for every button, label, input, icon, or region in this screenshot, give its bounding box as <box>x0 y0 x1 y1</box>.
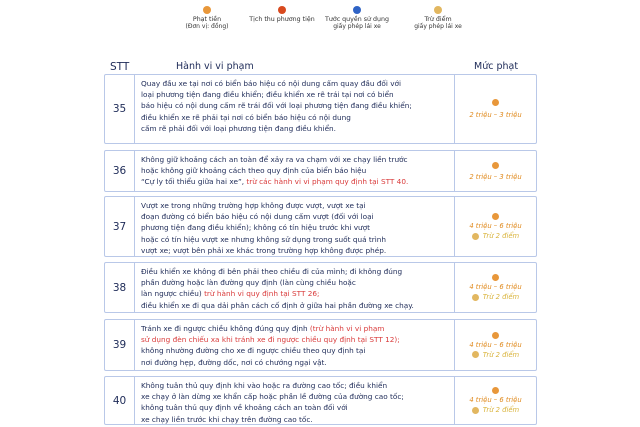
exception-note: (trừ hành vi vi phạm <box>307 324 385 333</box>
penalty-cell <box>455 75 536 143</box>
points-dot-icon <box>472 233 479 240</box>
header-violation: Hành vi vi phạm <box>176 61 254 72</box>
legend-sub: giấy phép lái xe <box>414 23 462 31</box>
fine-amount: 4 triệu – 6 triệu <box>469 222 522 230</box>
text-line: vượt xe; vượt bên phải xe khác trong trường hợp không được phép. <box>141 245 387 255</box>
table-row <box>104 150 537 192</box>
fine-dot-icon <box>492 99 499 106</box>
text-line: không tuân thủ quy định về khoảng cách an toàn đối với <box>141 403 348 413</box>
text-line: xe chạy ở làn dừng xe khẩn cấp hoặc phần lề đường của đường cao tốc; <box>141 392 404 402</box>
row-number: 39 <box>105 320 135 370</box>
text-line: nơi đường hẹp, đường dốc, nơi có chướng ngại vật. <box>141 357 327 367</box>
points-deduction: Trừ 2 điểm <box>482 406 520 414</box>
legend-label: Tịch thu phương tiện <box>249 16 315 23</box>
row-number: 38 <box>105 263 135 312</box>
violation-text <box>135 197 455 256</box>
fine-dot-icon <box>203 6 211 14</box>
legend <box>0 6 640 46</box>
violation-text <box>135 151 455 191</box>
points-deduction: Trừ 2 điểm <box>482 350 520 359</box>
fine-amount: 2 triệu – 3 triệu <box>469 111 522 119</box>
text-line: hoặc không giữ khoảng cách theo quy định của biển báo hiệu <box>141 166 367 176</box>
text-line: điều khiển xe rẽ phải tại nơi có biển báo hiệu có nội dung <box>141 112 351 122</box>
row-number: 35 <box>105 75 135 143</box>
exception-note: trừ hành vi quy định tại STT 26; <box>201 289 320 299</box>
text-line: xe chạy liền trước khi chạy trên đường cao tốc. <box>141 414 313 424</box>
legend-sub: giấy phép lái xe <box>333 23 381 31</box>
fine-amount: 4 triệu – 6 triệu <box>469 340 522 349</box>
violation-text <box>135 377 455 424</box>
legend-points <box>378 6 498 30</box>
text-line: Vượt xe trong những trường hợp không được vượt, vượt xe tại <box>141 201 366 210</box>
text-line: phần đường hoặc làn đường quy định (làn cùng chiều hoặc <box>141 278 356 288</box>
points-deduction: Trừ 2 điểm <box>482 293 520 301</box>
text-line: báo hiệu có nội dung cấm rẽ trái đối với loại phương tiện đang điều khiển; <box>141 101 412 111</box>
text-line: “Cự ly tối thiểu giữa hai xe”, trừ các hành vi vi phạm quy định tại STT 40. <box>141 177 409 187</box>
row-number: 36 <box>105 151 135 191</box>
table-row <box>104 319 537 371</box>
exception-note: sử dụng đèn chiếu xa khi tránh xe đi ngược chiều quy định tại STT 12); <box>141 335 400 345</box>
fine-amount: 4 triệu – 6 triệu <box>469 396 522 404</box>
violation-text <box>135 263 455 312</box>
legend-label: Trừ điểm <box>424 16 452 23</box>
text-line: Không giữ khoảng cách an toàn để xảy ra va chạm với xe chạy liền trước <box>141 155 408 164</box>
fine-amount: 4 triệu – 6 triệu <box>469 283 522 291</box>
penalty-cell <box>455 320 536 370</box>
text-line: hoặc có tín hiệu vượt xe nhưng không sử dụng trong suốt quá trình <box>141 234 387 244</box>
penalty-cell <box>455 377 536 424</box>
points-dot-icon <box>472 351 479 358</box>
text-line: Điều khiển xe không đi bên phải theo chiều đi của mình; đi không đúng <box>141 267 403 276</box>
text-line: Không tuân thủ quy định khi vào hoặc ra đường cao tốc; điều khiển <box>141 381 388 390</box>
text-line: đoạn đường có biển báo hiệu có nội dung cấm vượt (đối với loại <box>141 212 374 222</box>
table-row <box>104 376 537 425</box>
fine-dot-icon <box>492 213 499 220</box>
points-deduction: Trừ 2 điểm <box>482 232 520 240</box>
violation-text <box>135 320 455 370</box>
header-penalty: Mức phạt <box>474 61 519 72</box>
penalty-cell <box>455 197 536 256</box>
table-row <box>104 196 537 257</box>
row-number: 40 <box>105 377 135 424</box>
points-dot-icon <box>472 407 479 414</box>
fine-dot-icon <box>492 274 499 281</box>
text-line: điều khiển xe đi qua dải phân cách cố định ở giữa hai phần đường xe chạy. <box>141 300 414 310</box>
points-dot-icon <box>472 294 479 301</box>
legend-label: Tước quyền sử dụng <box>325 16 389 23</box>
legend-label: Phạt tiền <box>192 16 222 23</box>
penalty-cell <box>455 263 536 312</box>
text-line: Quay đầu xe tại nơi có biển báo hiệu có nội dung cấm quay đầu đối với <box>141 79 402 88</box>
text-line: Tránh xe đi ngược chiều không đúng quy định (trừ hành vi vi phạm <box>141 324 385 333</box>
points-dot-icon <box>434 6 442 14</box>
violation-text <box>135 75 455 143</box>
table-row <box>104 262 537 313</box>
confiscate-dot-icon <box>278 6 286 14</box>
revoke-dot-icon <box>353 6 361 14</box>
text-line: không nhường đường cho xe đi ngược chiều theo quy định tại <box>141 346 366 356</box>
header-stt: STT <box>110 61 130 73</box>
penalty-cell <box>455 151 536 191</box>
fine-dot-icon <box>492 387 499 394</box>
exception-note: trừ các hành vi vi phạm quy định tại STT 40. <box>244 177 409 187</box>
text-line: làn ngược chiều) trừ hành vi quy định tại STT 26; <box>141 289 320 299</box>
fine-dot-icon <box>492 332 499 339</box>
text-line: cấm rẽ phải đối với loại phương tiện đang điều khiển. <box>141 123 337 133</box>
row-number: 37 <box>105 197 135 256</box>
fine-amount: 2 triệu – 3 triệu <box>469 172 522 181</box>
text-line: phương tiện đang điều khiển); không có tín hiệu trước khi vượt <box>141 223 370 233</box>
text-line: loại phương tiện đang điều khiển; điều khiển xe rẽ trái tại nơi có biển <box>141 90 394 100</box>
legend-sub: (Đơn vị: đồng) <box>185 23 229 31</box>
table-row <box>104 74 537 144</box>
fine-dot-icon <box>492 162 499 169</box>
